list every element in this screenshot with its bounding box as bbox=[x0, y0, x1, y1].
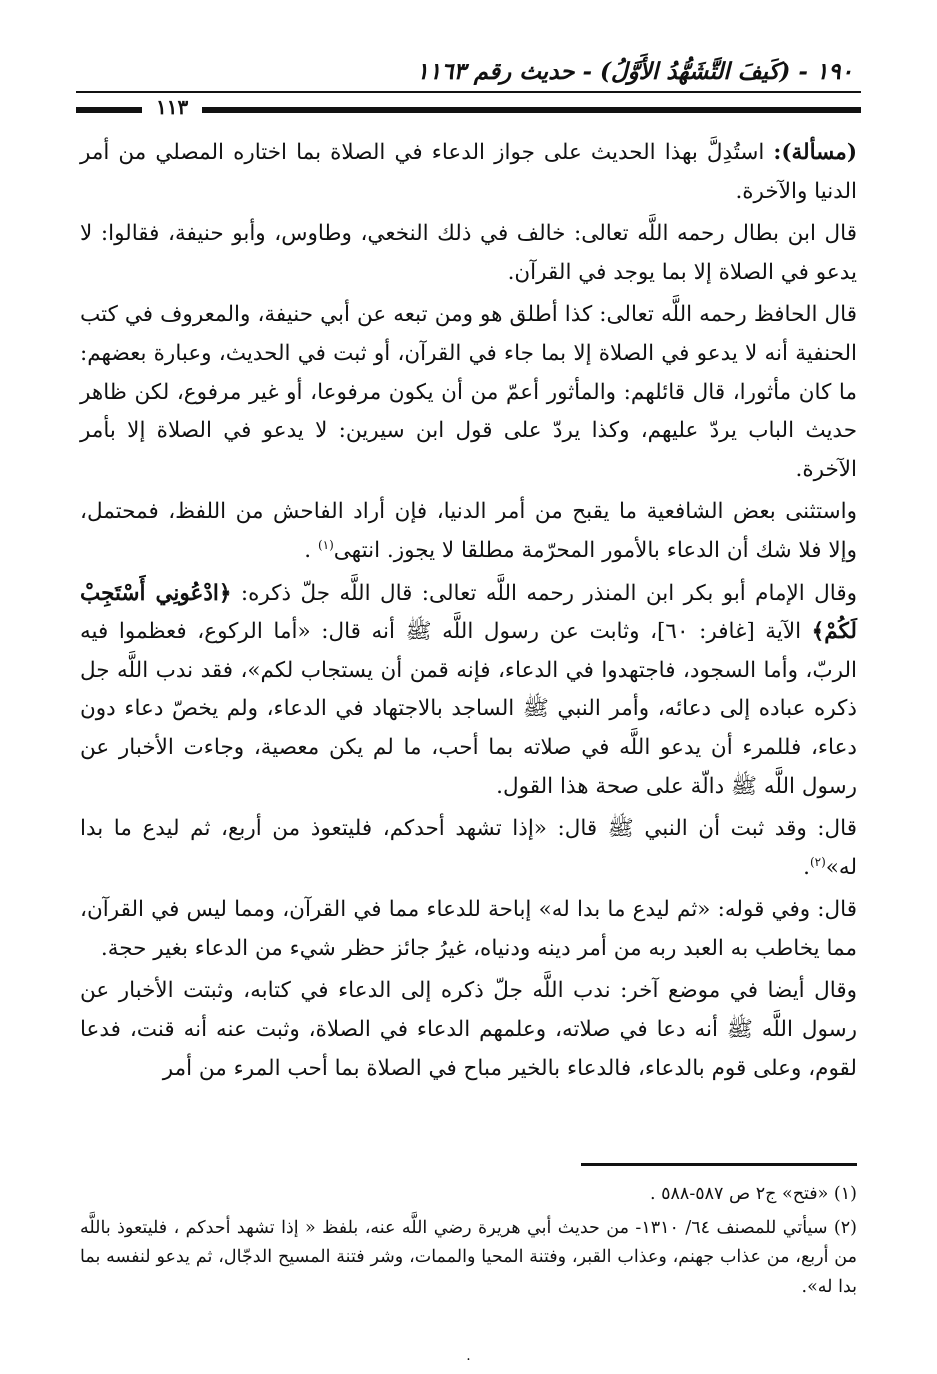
page-header bbox=[76, 48, 861, 118]
paragraph-text: قال ابن بطال رحمه اللَّه تعالى: خالف في ذلك النخعي، وطاوس، وأبو حنيفة، فقالوا: لا يدعو في الصلاة إلا بما يوجد في القرآن. bbox=[80, 221, 857, 285]
page-mark: · bbox=[466, 1352, 471, 1368]
header-thick-rule-left bbox=[76, 107, 142, 113]
footnote-separator bbox=[581, 1163, 857, 1166]
header-thick-rule-right bbox=[202, 107, 861, 113]
paragraph-text: قال الحافظ رحمه اللَّه تعالى: كذا أطلق هو ومن تبعه عن أبي حنيفة، والمعروف في كتب الحنفية أنه لا يدعو في الصلاة إلا بما جاء في القرآن، أو ثبت في الحديث، وعبارة بعضهم: ما كان مأثورا، قال قائلهم: والمأثور أعمّ من أن يكون مرفوعا، أو غير مرفوع، لكن ظاهر حديث الباب يردّ عليهم، وكذا يردّ على قول ابن سيرين: لا يدعو في الصلاة إلا بأمر الآخرة. bbox=[80, 302, 857, 482]
paragraph-lead: (مسألة): bbox=[773, 140, 857, 165]
footnote-2: (٢) سيأتي للمصنف ٦٤/ ١٣١٠- من حديث أبي هريرة رضي اللَّه عنه، بلفظ « إذا تشهد أحدكم ، فليتعوذ باللَّه من أربع، من عذاب جهنم، وعذاب القبر، وفتنة المحيا والممات، وشر فتنة المسيح الدجّال، ثم يدعو لنفسه بما بدا له». bbox=[80, 1217, 857, 1297]
paragraph-hafiz bbox=[80, 296, 857, 489]
paragraph-shafiiyya bbox=[80, 493, 857, 570]
paragraph-text: استُدِلَّ بهذا الحديث على جواز الدعاء في الصلاة بما اختاره المصلي من أمر الدنيا والآخرة. bbox=[80, 140, 857, 204]
paragraph-text-before: وقال الإمام أبو بكر ابن المنذر رحمه اللَّه تعالى: قال اللَّه جلّ ذكره: bbox=[231, 580, 857, 606]
chapter-title: ١٩٠ - (كَيفَ التَّشَهُّدُ الأَوَّلُ) - حديث رقم ١١٦٣ bbox=[416, 58, 853, 85]
paragraph-qawluhu bbox=[80, 891, 857, 968]
header-rule-with-number bbox=[76, 95, 861, 119]
paragraph-text: قال: وفي قوله: «ثم ليدع ما بدا له» إباحة للدعاء مما في القرآن، ومما ليس في القرآن، مما يخاطب به العبد ربه من أمر دينه ودنياه، غيرُ جائز حظر شيء من الدعاء بغير حجة. bbox=[80, 897, 857, 961]
paragraph-text: قال: وقد ثبت أن النبي ﷺ قال: «إذا تشهد أحدكم، فليتعوذ من أربع، ثم ليدع ما بدا له» bbox=[80, 816, 857, 880]
footnote-ref-2[interactable]: (٢) bbox=[809, 854, 826, 869]
paragraph-text: الآية [غافر: ٦٠]، وثابت عن رسول اللَّه ﷺ أنه قال: «أما الركوع، فعظموا فيه الربّ، وأما السجود، فاجتهدوا في الدعاء، فإنه قمن أن يستجاب لكم»، فقد ندب اللَّه جل ذكره عباده إلى دعائه، وأمر النبي ﷺ الساجد بالاجتهاد في الدعاء، ولم يخصّ دعاء دون دعاء، فللمرء أن يدعو اللَّه في صلاته بما أحب، ما لم يكن معصية، وجاءت الأخبار عن رسول اللَّه ﷺ دالّة على صحة هذا القول. bbox=[80, 619, 857, 799]
page-number: ١١٣ bbox=[156, 95, 189, 119]
footnotes bbox=[80, 1180, 857, 1306]
paragraph-masala bbox=[80, 134, 857, 211]
main-text bbox=[80, 134, 857, 1092]
paragraph-text: واستثنى بعض الشافعية ما يقبح من أمر الدنيا، فإن أراد الفاحش من اللفظ، فمحتمل، وإلا فلا شك أن الدعاء بالأمور المحرّمة مطلقا لا يجوز. انتهى bbox=[80, 499, 857, 563]
paragraph-hadith-tashahhud bbox=[80, 810, 857, 887]
paragraph-ibn-battal bbox=[80, 215, 857, 292]
paragraph-text: وقال أيضا في موضع آخر: ندب اللَّه جلّ ذكره إلى الدعاء في كتابه، وثبتت الأخبار عن رسول اللَّه ﷺ أنه دعا في صلاته، وعلمهم الدعاء في الصلاة، وثبت عنه أنه قنت، فدعا لقوم، وعلى قوم بالدعاء، فالدعاء بالخير مباح في الصلاة بما أحب المرء من أمر bbox=[80, 978, 857, 1081]
paragraph-ibn-mundhir bbox=[80, 575, 857, 807]
paragraph-mawdi-akhar bbox=[80, 972, 857, 1088]
header-rule bbox=[76, 91, 861, 93]
footnote-1: (١) «فتح» ج٢ ص ٥٨٧-٥٨٨ . bbox=[649, 1184, 857, 1204]
paragraph-tail: . bbox=[803, 854, 810, 880]
quran-verse: ﴿ادْعُونِي أَسْتَجِبْ لَكُمْ﴾ bbox=[80, 580, 857, 645]
footnote-ref-1[interactable]: (١) bbox=[317, 537, 334, 552]
paragraph-tail: . bbox=[304, 537, 318, 563]
